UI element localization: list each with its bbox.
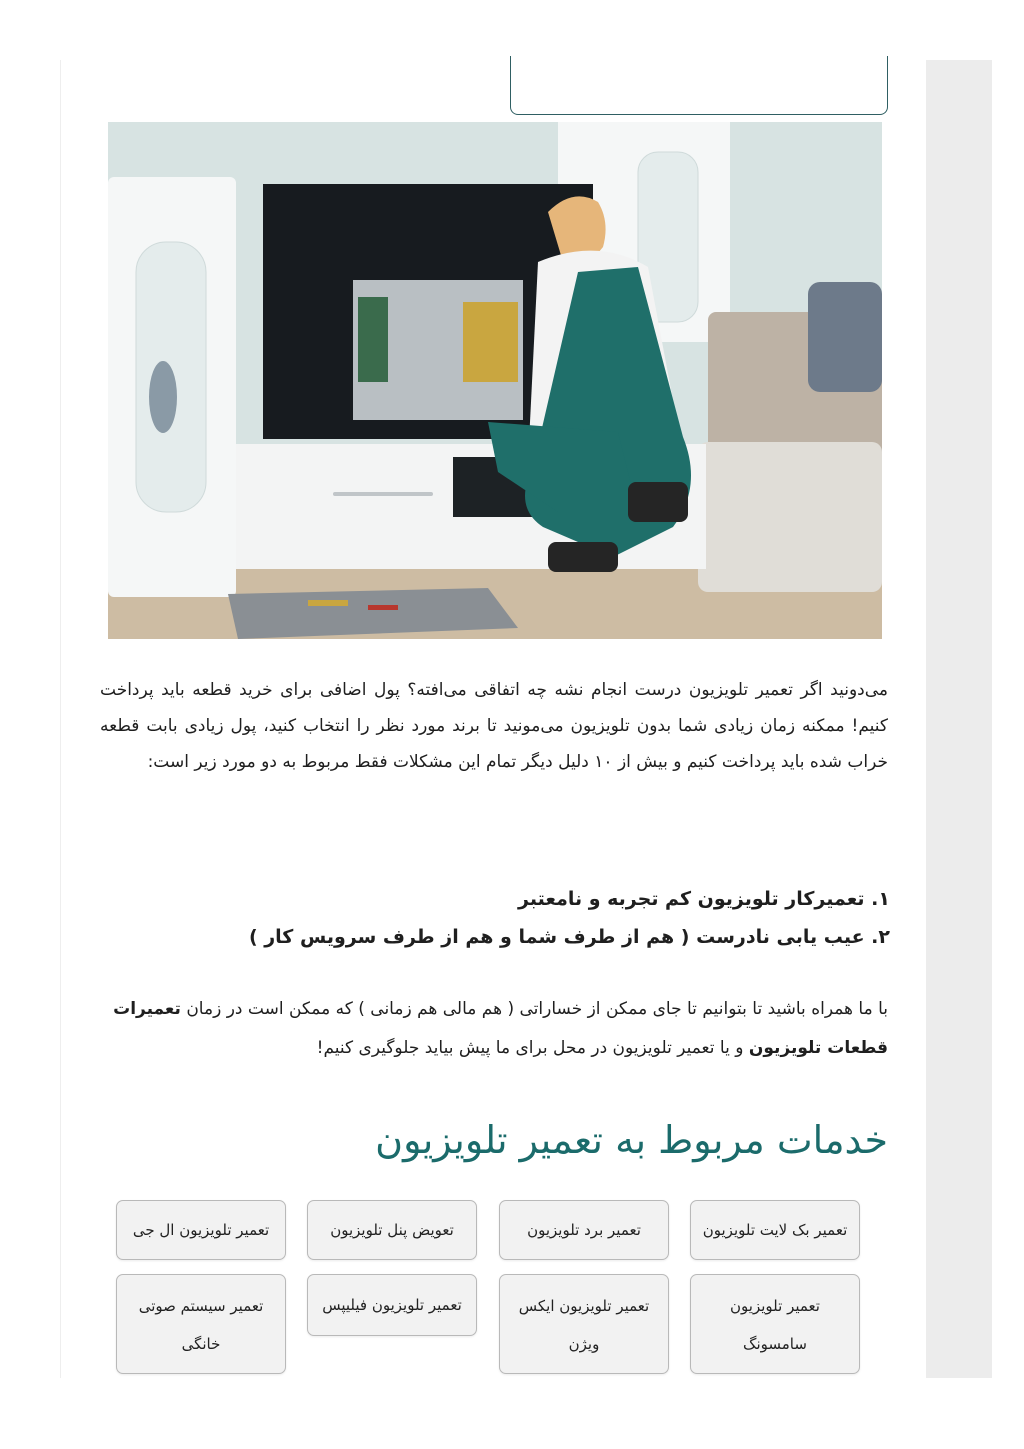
service-button-board[interactable]: تعمیر برد تلویزیون xyxy=(499,1200,669,1260)
technician-repairing-tv-illustration xyxy=(108,122,882,639)
list-item: ۲. عیب یابی نادرست ( هم از طرف شما و هم از طرف سرویس کار ) xyxy=(248,926,890,948)
sidebar xyxy=(926,60,992,1378)
service-button-backlight[interactable]: تعمیر بک لایت تلویزیون xyxy=(690,1200,860,1260)
closing-text: و یا تعمیر تلویزیون در محل برای ما پیش بیاید جلوگیری کنیم! xyxy=(316,1038,749,1058)
hero-image xyxy=(108,122,882,639)
reasons-list xyxy=(100,880,890,956)
service-button-philips[interactable]: تعمیر تلویزیون فیلیپس xyxy=(307,1274,477,1336)
intro-paragraph: می‌دونید اگر تعمیر تلویزیون درست انجام نشه چه اتفاقی می‌افته؟ پول اضافی برای خرید قطعه باید پرداخت کنیم! ممکنه زمان زیادی شما بدون تلویزیون می‌مونید تا برند مورد نظر را انتخاب کنید، پول زیادی بابت قطعه خراب شده باید پرداخت کنیم و بیش از ۱۰ دلیل دیگر تمام این مشکلات فقط مربوط به دو مورد زیر است: xyxy=(100,680,888,772)
service-button-samsung[interactable]: تعمیر تلویزیون سامسونگ xyxy=(690,1274,860,1374)
top-box xyxy=(510,56,888,115)
parts-repair-link[interactable]: تعمیرات قطعات تلویزیون xyxy=(113,999,888,1058)
list-item: ۱. تعمیرکار تلویزیون کم تجربه و نامعتبر xyxy=(518,888,890,910)
service-button-panel[interactable]: تعویض پنل تلویزیون xyxy=(307,1200,477,1260)
closing-paragraph xyxy=(100,990,888,1068)
service-button-xvision[interactable]: تعمیر تلویزیون ایکس ویژن xyxy=(499,1274,669,1374)
service-button-home-audio[interactable]: تعمیر سیستم صوتی خانگی xyxy=(116,1274,286,1374)
services-heading: خدمات مربوط به تعمیر تلویزیون xyxy=(375,1118,888,1162)
service-button-lg[interactable]: تعمیر تلویزیون ال جی xyxy=(116,1200,286,1260)
closing-text: با ما همراه باشید تا بتوانیم تا جای ممکن از خساراتی ( هم مالی هم زمانی ) که ممکن است در زمان xyxy=(180,999,888,1019)
